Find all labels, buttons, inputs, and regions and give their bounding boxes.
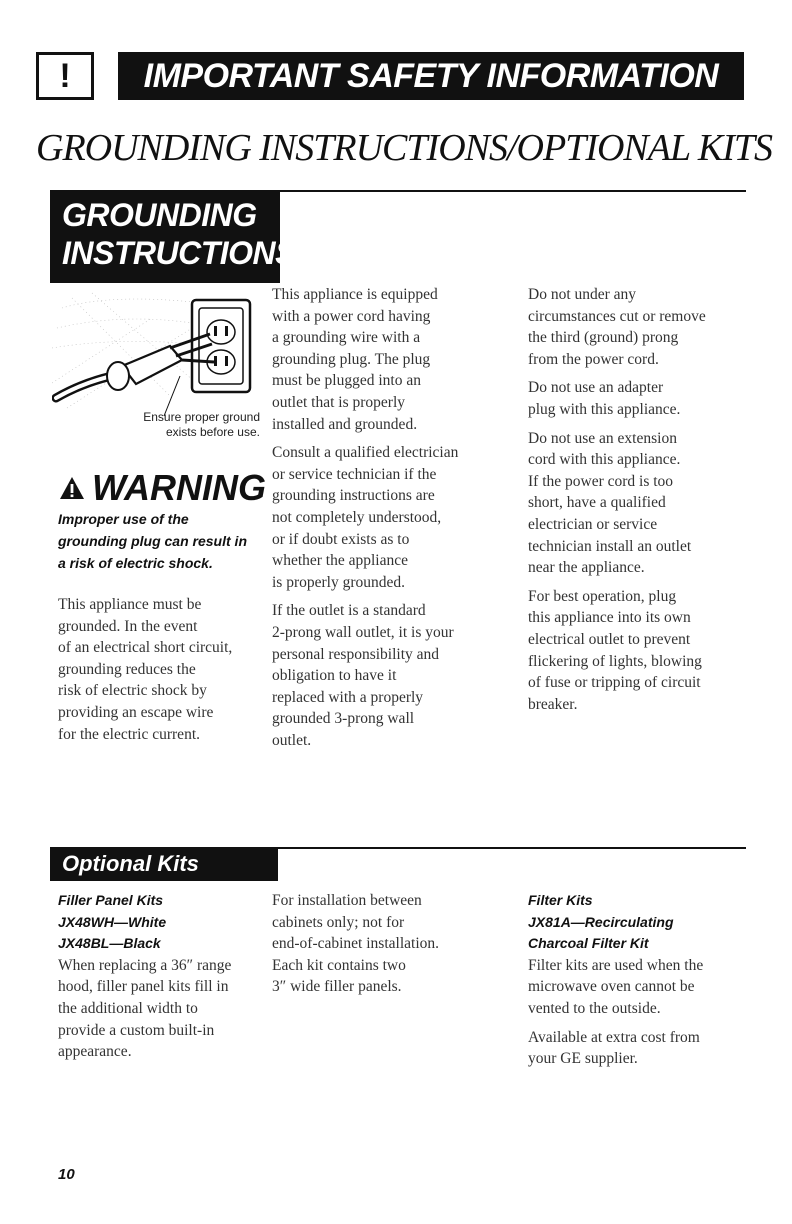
warning-subtitle: Improper use of the grounding plug can result in a risk of electric shock. <box>58 511 247 571</box>
grounding-column-1 <box>58 594 268 752</box>
paragraph: This appliance must be grounded. In the event of an electrical short circuit, grounding reduces the risk of electric shock by providing an escape wire for the electric current. <box>58 596 233 743</box>
warning-triangle-icon <box>58 475 86 501</box>
paragraph: For best operation, plug this appliance into its own electrical outlet to prevent flickering of lights, blowing of fuse or tripping of circuit breaker. <box>528 587 702 713</box>
warning-heading: WARNING <box>58 467 266 509</box>
grounding-column-3 <box>528 284 758 722</box>
filler-model-black: JX48BL—Black <box>58 935 161 952</box>
paragraph: Consult a qualified electrician or service technician if the grounding instructions are not completely understood, or if doubt exists as to whether the appliance is properly grounded. <box>272 444 459 591</box>
paragraph: Do not use an adapter plug with this appliance. <box>528 379 681 418</box>
page-title: GROUNDING INSTRUCTIONS/OPTIONAL KITS <box>36 127 773 169</box>
caution-box-icon: ! <box>36 52 94 100</box>
filler-heading: Filler Panel Kits <box>58 892 164 908</box>
filter-kit-name: Charcoal Filter Kit <box>528 935 649 952</box>
paragraph: When replacing a 36″ range hood, filler panel kits fill in the additional width to provide a custom built-in appearance. <box>58 956 232 1061</box>
page-number: 10 <box>58 1166 75 1183</box>
illustration-caption: Ensure proper ground exists before use. <box>143 410 260 439</box>
filter-kits <box>528 890 758 1077</box>
paragraph: If the outlet is a standard 2-prong wall outlet, it is your personal responsibility and obligation to have it replaced with a properly grounded 3-prong wall outlet. <box>272 602 454 749</box>
paragraph: For installation between cabinets only; not for end-of-cabinet installation. Each kit contains two 3″ wide filler panels. <box>272 892 439 996</box>
grounding-section-label: GROUNDING INSTRUCTIONS <box>50 190 280 283</box>
paragraph: Available at extra cost from your GE supplier. <box>528 1028 700 1068</box>
filter-model: JX81A—Recirculating <box>528 913 674 930</box>
filler-model-white: JX48WH—White <box>58 913 167 930</box>
paragraph: Filter kits are used when the microwave oven cannot be vented to the outside. <box>528 956 704 1017</box>
paragraph: This appliance is equipped with a power cord having a grounding wire with a grounding plug. The plug must be plugged into an outlet that is properly installed and grounded. <box>272 286 438 433</box>
paragraph: Do not use an extension cord with this appliance. If the power cord is too short, have a qualified electrician or service technician install an outlet near the appliance. <box>528 429 692 577</box>
filter-heading: Filter Kits <box>528 892 593 908</box>
filler-panel-kits-continued <box>272 890 512 1005</box>
grounding-column-2 <box>272 284 512 758</box>
paragraph: Do not under any circumstances cut or remove the third (ground) prong from the power cord. <box>528 286 706 368</box>
safety-banner: IMPORTANT SAFETY INFORMATION <box>118 52 744 100</box>
optional-kits-section-label: Optional Kits <box>50 847 278 881</box>
filler-panel-kits <box>58 890 268 1070</box>
